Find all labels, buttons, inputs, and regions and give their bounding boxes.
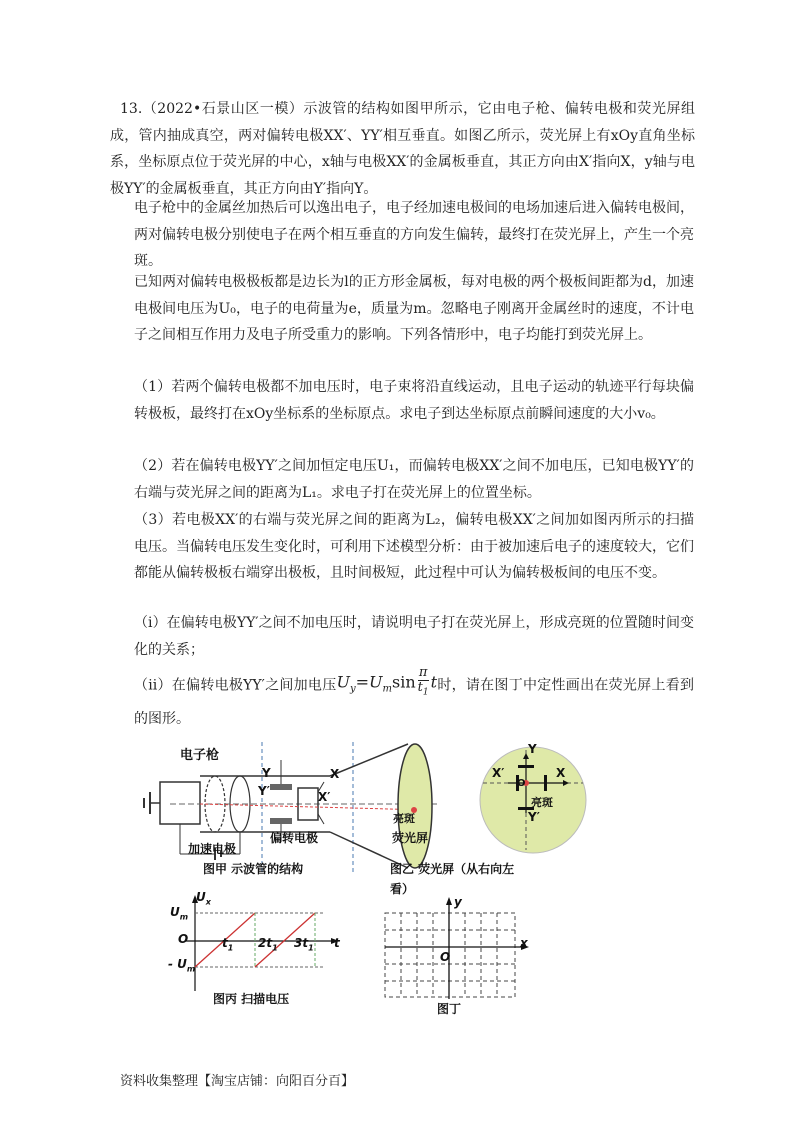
y-plate-top xyxy=(270,784,292,790)
yi-label-spot: 亮斑 xyxy=(531,796,553,809)
part-2 xyxy=(134,453,694,506)
bing-label-2t1: $2t_1$ xyxy=(258,936,278,953)
ding-label-y: y xyxy=(454,895,462,909)
part-3-ii xyxy=(134,666,694,734)
yi-label-x: X xyxy=(556,766,566,780)
bing-label-neg-um: - $U_m$ xyxy=(168,957,196,974)
label-deflect-electrode: 偏转电极 xyxy=(270,831,319,845)
voltage-formula: $U_y=U_m\sin$ $\frac{\pi}{t_1}$ t xyxy=(336,665,438,698)
label-spot: 亮斑 xyxy=(393,812,415,825)
question-paragraph-3 xyxy=(134,269,694,349)
question-paragraph-2 xyxy=(134,195,694,275)
caption-fig-yi-2: 看） xyxy=(390,882,415,896)
question-number: 13. xyxy=(120,101,143,117)
question-text-1: 示波管的结构如图甲所示，它由电子枪、偏转电极和荧光屏组成，管内抽成真空，两对偏转电极XX′、YY′相互垂直。如图乙所示，荧光屏上有xOy直角坐标系，坐标原点位于荧光屏的中心，x轴与电极XX′的金属板垂直，其正方向由X′指向X，y轴与电极YY′的金属板垂直，其正方向由Y′指向Y。 xyxy=(110,101,695,197)
fluorescent-screen xyxy=(398,744,432,868)
label-x: X xyxy=(330,767,340,781)
label-accel-electrode: 加速电极 xyxy=(188,842,237,856)
label-screen: 荧光屏 xyxy=(392,831,429,845)
bing-label-ux: $U_x$ xyxy=(196,890,211,907)
part-2-text: （2）若在偏转电极YY′之间加恒定电压U₁，而偏转电极XX′之间不加电压，已知电极YY′的右端与荧光屏之间的距离为L₁。求电子打在荧光屏上的位置坐标。 xyxy=(134,458,694,501)
part-3-text: （3）若电极XX′的右端与荧光屏之间的距离为L₂，偏转电极XX′之间加如图丙所示的扫描电压。当偏转电压发生变化时，可利用下述模型分析：由于被加速后电子的速度较大，它们都能从偏转极板右端穿出极板，且时间极短，此过程中可认为偏转极板间的电压不变。 xyxy=(134,512,694,581)
label-y-prime: Y′ xyxy=(258,784,270,798)
label-y: Y xyxy=(262,766,271,780)
bing-label-o: O xyxy=(178,932,189,946)
part-1-text: （1）若两个偏转电极都不加电压时，电子束将沿直线运动，且电子运动的轨迹平行每块偏转极板，最终打在xOy坐标系的坐标原点。求电子到达坐标原点前瞬间速度的大小v₀。 xyxy=(134,379,694,422)
footer-source: 资料收集整理【淘宝店铺：向阳百分百】 xyxy=(120,1074,355,1089)
part-3-i xyxy=(134,610,694,663)
part-3-ii-text-a: （ii）在偏转电极YY′之间加电压 xyxy=(134,677,337,694)
ding-label-o: O xyxy=(440,950,451,964)
y-plate-bottom xyxy=(270,818,292,824)
part-1 xyxy=(134,374,694,427)
ding-label-x: x xyxy=(520,936,528,950)
cathode-housing xyxy=(160,782,200,824)
label-x-prime: X′ xyxy=(318,790,331,804)
bing-label-um: $U_m$ xyxy=(170,905,189,922)
caption-fig-bing: 图丙 扫描电压 xyxy=(213,992,290,1006)
yi-label-x-prime: X′ xyxy=(492,766,505,780)
yi-label-o: O xyxy=(517,778,526,789)
question-text-2: 电子枪中的金属丝加热后可以逸出电子，电子经加速电极间的电场加速后进入偏转电极间，两对偏转电极分别使电子在两个相互垂直的方向发生偏转，最终打在荧光屏上，产生一个亮斑。 xyxy=(134,200,694,269)
caption-fig-yi-1: 图乙 荧光屏（从右向左 xyxy=(390,862,515,876)
figure-ding-grid xyxy=(375,895,535,1005)
question-text-3: 已知两对偏转电极极板都是边长为l的正方形金属板，每对电极的两个极板间距都为d，加速电极间电压为U₀，电子的电荷量为e，质量为m。忽略电子刚离开金属丝时的速度，不计电子之间相互作用力及电子所受重力的影响。下列各情形中，电子均能打到荧光屏上。 xyxy=(134,274,694,343)
caption-fig-ding: 图丁 xyxy=(437,1002,462,1016)
caption-fig-jia: 图甲 示波管的结构 xyxy=(203,862,304,876)
part-3 xyxy=(134,507,694,587)
bing-label-3t1: $3t_1$ xyxy=(294,936,314,953)
question-paragraph-1 xyxy=(110,96,695,202)
yi-label-y: Y xyxy=(528,742,537,756)
label-electron-gun: 电子枪 xyxy=(180,748,220,763)
question-source: （2022•石景山区一模） xyxy=(142,101,304,117)
bing-label-t: t xyxy=(334,936,340,950)
bing-label-t1: $t_1$ xyxy=(222,936,234,953)
part-3-i-text: （i）在偏转电极YY′之间不加电压时，请说明电子打在荧光屏上，形成亮斑的位置随时间变化的关系； xyxy=(134,615,694,658)
yi-label-y-prime: Y′ xyxy=(528,810,540,824)
part-3-ii-text-b: 时，请在图丁中定性画出在荧光屏上看到的图形。 xyxy=(134,677,695,728)
